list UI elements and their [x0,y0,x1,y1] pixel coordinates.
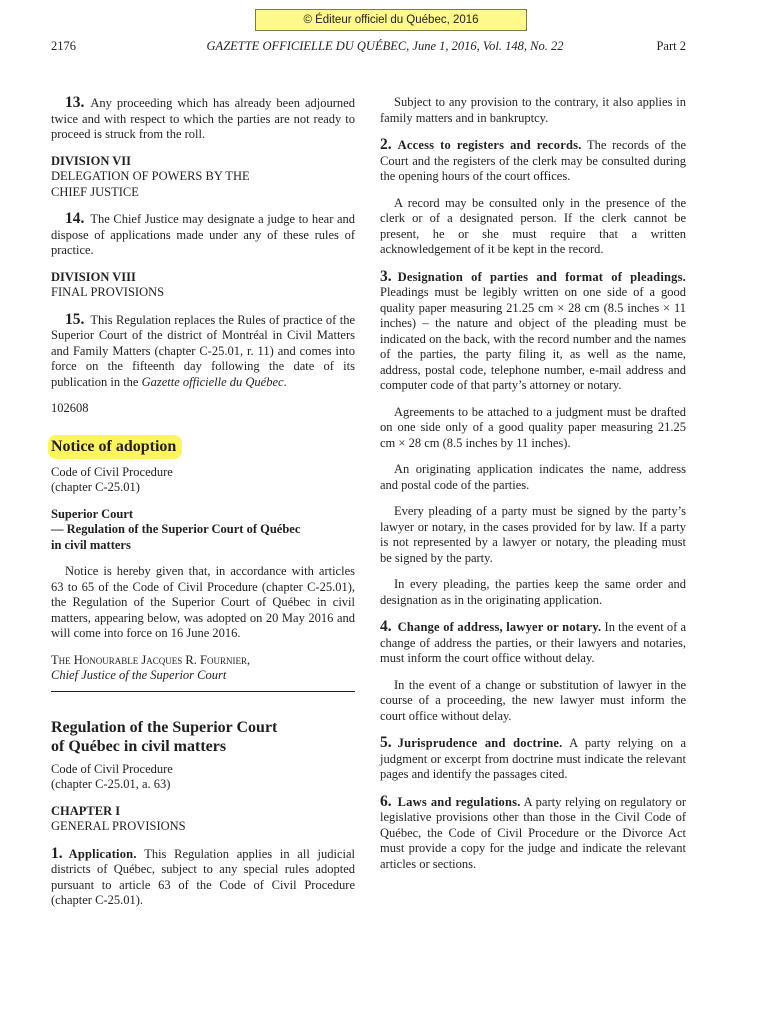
section-text: A party relying on regulatory or legislative provisions other than those in the Civil Code of Québec, the Code of Civil Procedure or the Divorce Act must provide a copy for the judge and indicate the relevant articles or sections. [380,794,686,871]
section-1 [51,846,355,909]
section-number: 4. [380,618,392,635]
division-title-line: CHIEF JUSTICE [51,184,139,199]
regulation-title-line: Regulation of the Superior Court [51,718,278,736]
section-heading: Designation of parties and format of pleadings. [397,269,686,284]
section-text: The Chief Justice may designate a judge to hear and dispose of applications made under any of these rules of practice. [51,212,355,257]
division-title-line: DELEGATION OF POWERS BY THE [51,169,250,183]
section-text: A party relying on a judgment or excerpt from doctrine must indicate the relevant pages and identify the passages cited. [380,736,687,781]
division-7-heading [51,154,355,201]
paragraph-agreements: Agreements to be attached to a judgment must be drafted on one side only of a good quality paper measuring 21.25 cm × 28 cm (8.5 inches by 11 inches). [380,404,686,450]
paragraph-change-of-lawyer: In the event of a change or substitution of lawyer in the course of a proceeding, the new lawyer must inform the court office without delay. [380,677,686,723]
section-text: Any proceeding which has already been adjourned twice and with respect to which the parties are not ready to proceed is struck from the roll. [51,96,355,141]
paragraph-subject: Subject to any provision to the contrary, it also applies in family matters and in bankruptcy. [380,95,686,125]
section-text: Pleadings must be legibly written on one side of a good quality paper measuring 21.25 cm × 28 cm (8.5 inches × 11 inches) – the nature and object of the pleading must be indicated on the back, with the record number and the names of the parties, the party filing it, as well as the name, address, postal code, telephone number, e-mail address and computer code of that party’s attorney or notary. [380,285,686,392]
divider-rule [51,691,355,692]
paragraph-record: A record may be consulted only in the presence of the clerk or of a designated person. If the clerk cannot be present, he or she must require that a written acknowledgement of it be kept in the record. [380,195,686,256]
signer-title: Chief Justice of the Superior Court [51,668,227,682]
section-text: This Regulation applies in all judicial districts of Québec, subject to any special rules adopted pursuant to article 63 of the Code of Civil Procedure (chapter C-25.01). [51,846,356,907]
chapter-title: GENERAL PROVISIONS [51,819,186,833]
right-column [380,95,686,872]
bold-heading-line: — Regulation of the Superior Court of Québec [51,522,301,536]
signer-name: The Honourable Jacques R. Fournier, [51,652,251,667]
section-3 [380,269,686,394]
section-text: The records of the Court and the registers of the clerk may be consulted during the opening hours of the court offices. [380,138,687,183]
copyright-banner: © Éditeur officiel du Québec, 2016 [255,9,527,31]
section-4 [380,619,686,667]
section-number: 15. [65,310,85,328]
code-line: (chapter C-25.01, a. 63) [51,777,171,791]
section-14 [51,211,355,259]
section-13 [51,95,355,143]
section-number: 14. [65,210,85,227]
bold-heading-line: in civil matters [51,537,131,552]
section-text: This Regulation replaces the Rules of practice of the Superior Court of the district of Montréal in Civil Matters and Family Matters (chapter C-25.01, r. 11) and comes into force on the fifteenth day following the date of its publication in the [51,312,355,389]
section-number: 6. [380,792,392,810]
division-label: DIVISION VIII [51,269,136,284]
regulation-title [51,718,355,756]
section-number: 5. [380,734,392,751]
paragraph-in-every-pleading: In every pleading, the parties keep the same order and designation as in the originating application. [380,577,686,607]
section-number: 1. [51,844,63,862]
regulation-title-line: of Québec in civil matters [51,737,227,755]
notice-text: Notice is hereby given that, in accordance with articles 63 to 65 of the Code of Civil Procedure (chapter C-25.01), the Regulation of the Superior Court of Québec in civil matters, appearing below, was adopted on 20 May 2016 and will come into force on 16 June 2016. [51,564,355,640]
reference-number: 102608 [51,401,89,415]
section-heading: Application. [68,846,137,861]
section-6 [380,794,686,873]
section-2 [380,137,686,185]
gazette-title: GAZETTE OFFICIELLE DU QUÉBEC, June 1, 2016, Vol. 148, No. 22 [206,39,564,53]
paragraph-every-pleading: Every pleading of a party must be signed by the party’s lawyer or notary, in the cases provided for by law. If a party is not represented by a lawyer or notary, the pleading must be signed by the party. [380,504,686,565]
regulation-code-reference [51,762,355,793]
division-label: DIVISION VII [51,153,132,168]
code-line: (chapter C-25.01) [51,480,140,494]
division-8-heading [51,270,355,301]
gazette-italic-ref: Gazette officielle du Québec [141,374,284,389]
paragraph-originating: An originating application indicates the name, address and postal code of the parties. [380,462,686,492]
part-label: Part 2 [656,39,686,53]
section-text: In the event of a change of address the parties, or their lawyers and notaries, must inform the court office without delay. [380,620,687,665]
period: . [283,374,287,389]
section-number: 3. [380,267,392,285]
code-line: Code of Civil Procedure [51,464,173,479]
section-5 [380,735,686,783]
notice-of-adoption-title: Notice of adoption [48,435,182,459]
signature-block [51,653,355,684]
division-title-line: FINAL PROVISIONS [51,285,165,299]
section-heading: Access to registers and records. [397,138,582,152]
chapter-label: CHAPTER I [51,803,121,818]
section-heading: Jurisprudence and doctrine. [397,736,563,750]
section-15 [51,312,355,391]
code-reference [51,465,355,496]
section-number: 13. [65,94,85,111]
section-number: 2. [380,136,392,153]
left-column [51,95,355,909]
bold-heading-line: Superior Court [51,506,134,521]
section-heading: Change of address, lawyer or notary. [397,620,602,634]
notice-heading-wrap [51,435,355,459]
chapter-heading [51,804,355,835]
regulation-bold-heading [51,507,355,554]
code-line: Code of Civil Procedure [51,761,173,776]
page-number: 2176 [51,39,76,53]
section-heading: Laws and regulations. [397,794,521,809]
